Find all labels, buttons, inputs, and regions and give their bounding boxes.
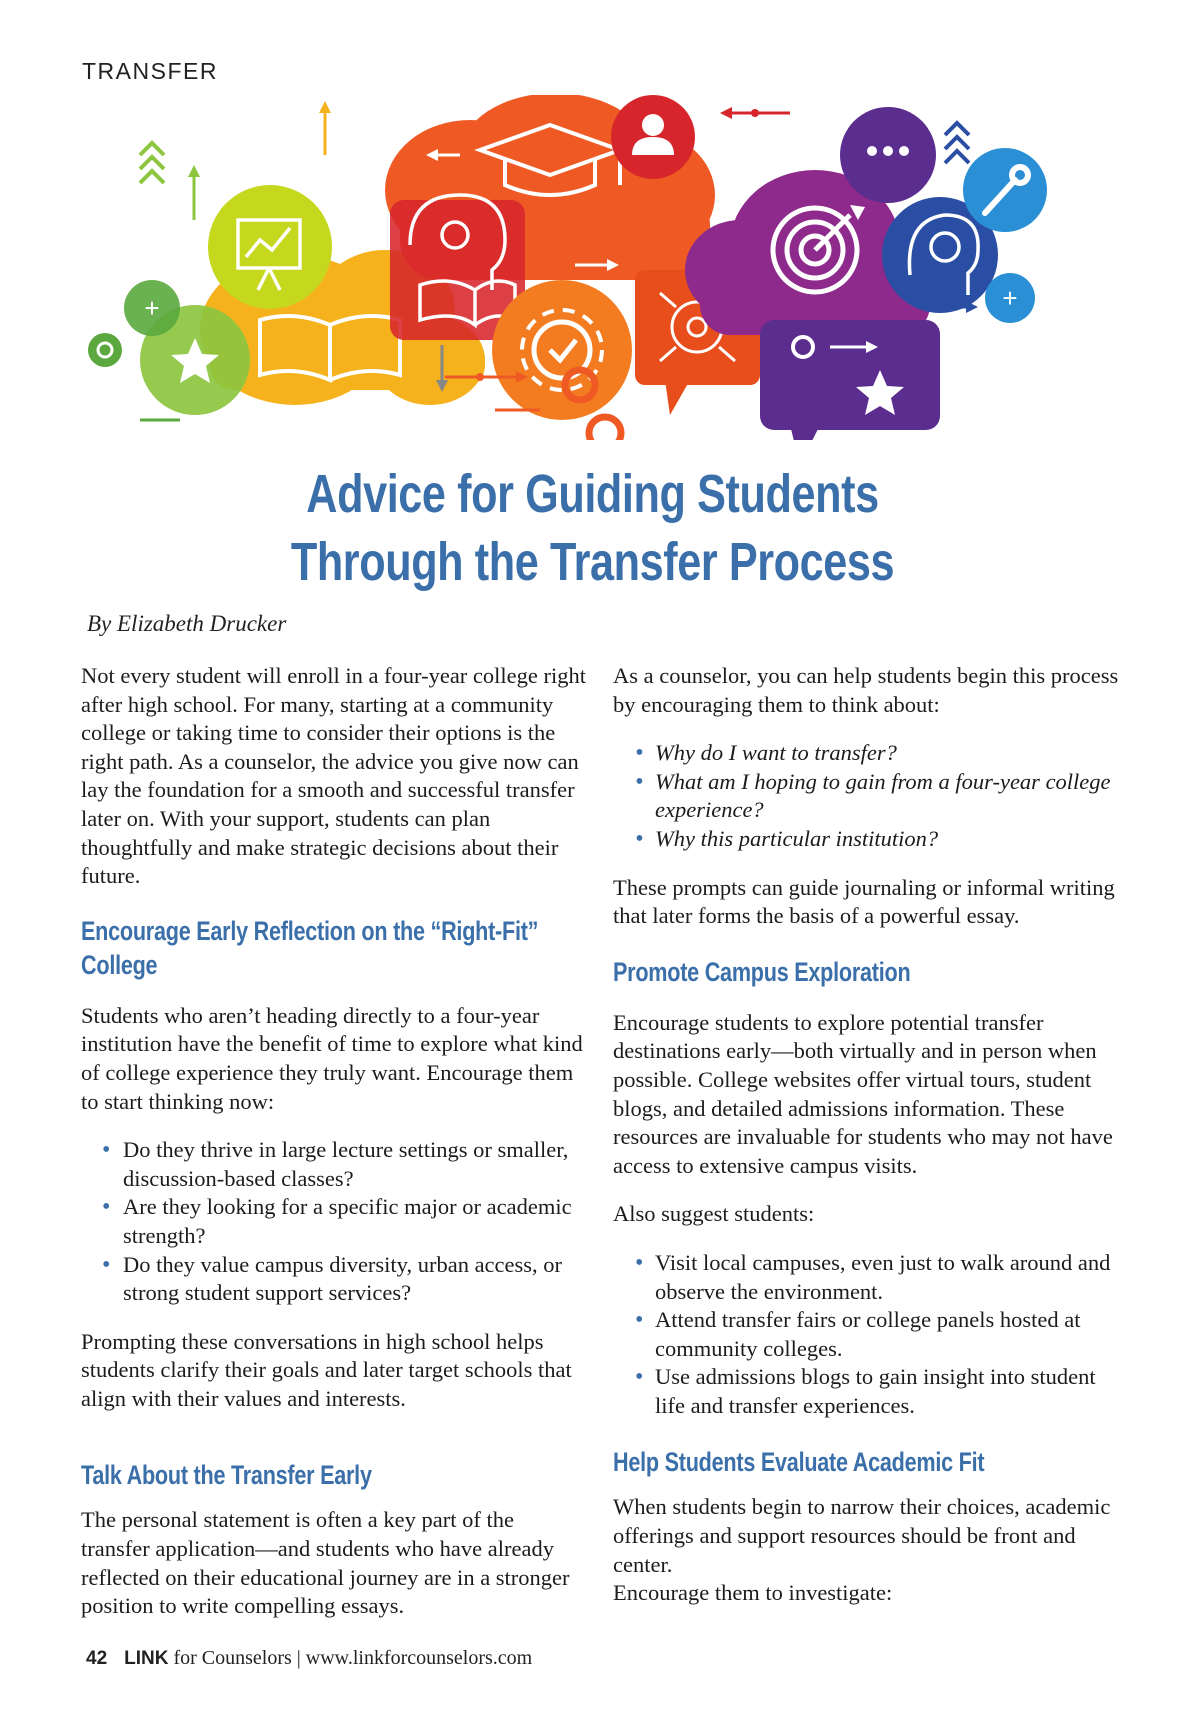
title-line-1: Advice for Guiding Students: [306, 464, 879, 524]
section-closing: Prompting these conversations in high school helps students clarify their goals and later target schools that align with their values and interests.: [81, 1328, 572, 1411]
section-body: The personal statement is often a key part of the transfer application—and students who have already reflected on their educational journey are in a stronger position to write compelling essays.: [81, 1507, 570, 1619]
list-item: • Visit local campuses, even just to walk around and observe the environment.: [613, 1249, 1123, 1306]
right-column: [613, 662, 1123, 1608]
page-number: 42: [86, 1648, 108, 1669]
target-icon: [773, 208, 857, 292]
list-item: • Attend transfer fairs or college panels hosted at community colleges.: [613, 1306, 1123, 1363]
chat-bubble-icon: [760, 320, 940, 430]
byline: By Elizabeth Drucker: [87, 611, 287, 636]
section-heading-right-fit: Encourage Early Reflection on the “Right-Fit” College: [81, 915, 539, 980]
list-item: • What am I hoping to gain from a four-year college experience?: [613, 768, 1123, 825]
hero-illustration: [80, 95, 1120, 440]
suggest-line: Also suggest students:: [613, 1201, 815, 1227]
list-item: • Why this particular institution?: [613, 825, 1123, 854]
after-questions: These prompts can guide journaling or informal writing that later forms the basis of a powerful essay.: [613, 874, 1115, 929]
left-column: [81, 662, 586, 1621]
list-item: • Use admissions blogs to gain insight into student life and transfer experiences.: [613, 1363, 1123, 1420]
right-intro: As a counselor, you can help students begin this process by encouraging them to think about:: [613, 663, 1119, 717]
list-item: • Do they thrive in large lecture settings or smaller, discussion-based classes?: [81, 1136, 586, 1193]
intro-paragraph: Not every student will enroll in a four-year college right after high school. For many, starting at a community college or taking time to consider their options is the right path. As a counselor, the advice you give now can lay the foundation for a smooth and successful transfer later on. With your support, students can plan thoughtfully and make strategic decisions about their future.: [81, 663, 587, 889]
publication-info: for Counselors | www.linkforcounselors.com: [173, 1647, 533, 1669]
section-heading-academic-fit: Help Students Evaluate Academic Fit: [613, 1447, 985, 1478]
svg-text:+: +: [1002, 283, 1018, 313]
section-body: Encourage students to explore potential transfer destinations early—both virtually and in person when possible. College websites offer virtual tours, student blogs, and detailed admissions information. These resources are invaluable for students who may not have access to extensive campus visits.: [613, 1009, 1113, 1178]
page-footer: [86, 1647, 532, 1670]
section-heading-campus-exploration: Promote Campus Exploration: [613, 956, 911, 987]
section-tag: TRANSFER: [82, 58, 218, 84]
list-item: • Do they value campus diversity, urban access, or strong student support services?: [81, 1251, 586, 1308]
small-gear-circle: [88, 333, 122, 367]
plus-icon: +: [144, 293, 160, 323]
publication-brand: LINK: [124, 1648, 169, 1669]
list-item: • Why do I want to transfer?: [613, 739, 1123, 768]
reflection-list: [81, 1136, 586, 1308]
gear-check-circle: [492, 280, 632, 420]
section-closing: Encourage them to investigate:: [613, 1580, 893, 1606]
article-title: [119, 460, 1067, 596]
questions-list: [613, 739, 1123, 853]
section-body: When students begin to narrow their choices, academic offerings and support resources should be front and center.: [613, 1494, 1111, 1577]
title-line-2: Through the Transfer Process: [290, 532, 895, 592]
list-item: • Are they looking for a specific major or academic strength?: [81, 1193, 586, 1250]
section-heading-transfer-early: Talk About the Transfer Early: [81, 1460, 372, 1491]
section-body: Students who aren’t heading directly to a four-year institution have the benefit of time to explore what kind of college experience they truly want. Encourage them to start thinking now:: [81, 1002, 583, 1114]
suggestions-list: [613, 1249, 1123, 1421]
